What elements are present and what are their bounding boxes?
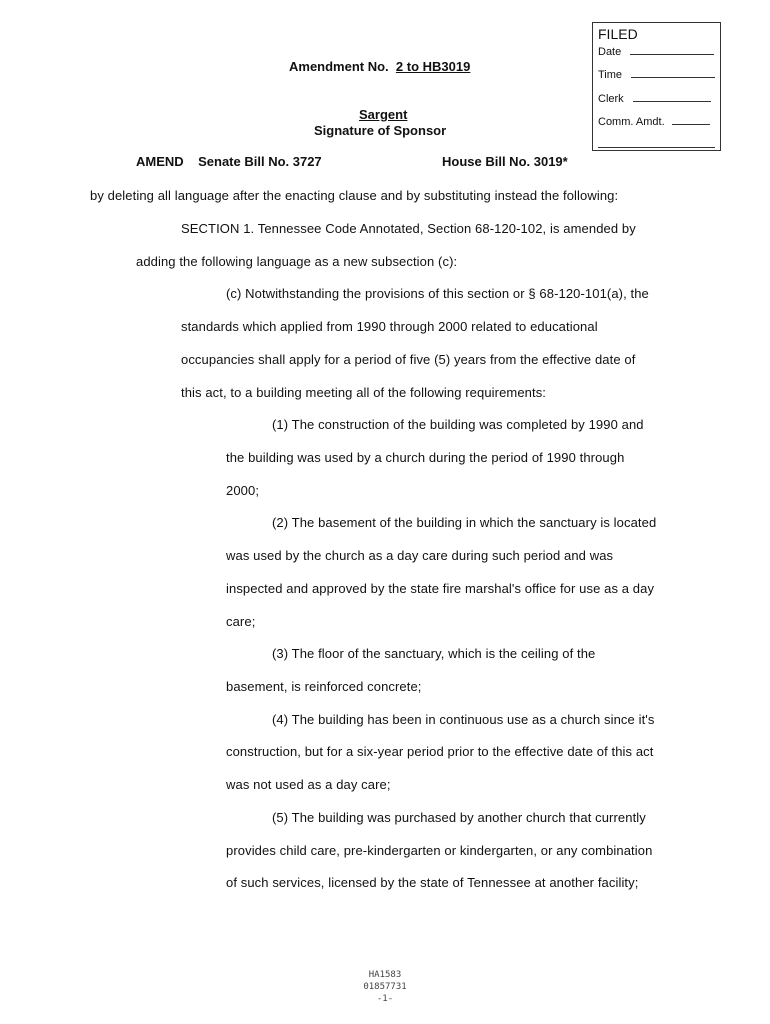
- house-bill-number: House Bill No. 3019*: [442, 154, 568, 169]
- filed-comm-blank: [672, 115, 710, 125]
- filed-time-label: Time: [598, 69, 623, 81]
- page-number: -1-: [376, 994, 394, 1004]
- filed-clerk-row: [598, 92, 711, 105]
- amendment-id: 2 to HB3019: [395, 59, 471, 74]
- body-line: adding the following language as a new subsection (c):: [136, 254, 458, 269]
- body-line: was not used as a day care;: [226, 777, 391, 792]
- body-line: (4) The building has been in continuous use as a church since it's: [272, 712, 655, 727]
- filed-time-row: [598, 68, 715, 81]
- body-line: (1) The construction of the building was completed by 1990 and: [272, 417, 644, 432]
- body-line: inspected and approved by the state fire marshal's office for use as a day: [226, 581, 655, 596]
- footer-code-1: HA1583: [368, 970, 402, 980]
- body-line: occupancies shall apply for a period of five (5) years from the effective date of: [181, 352, 636, 367]
- amendment-prefix: Amendment No.: [289, 59, 389, 74]
- filed-date-row: [598, 45, 714, 58]
- filed-clerk-label: Clerk: [598, 93, 624, 105]
- body-line: provides child care, pre-kindergarten or kindergarten, or any combination: [226, 843, 653, 858]
- body-line: (2) The basement of the building in which the sanctuary is located: [272, 515, 657, 530]
- filed-comm-label: Comm. Amdt.: [598, 116, 665, 128]
- body-line: basement, is reinforced concrete;: [226, 679, 422, 694]
- amendment-number: [289, 59, 470, 74]
- body-line: was used by the church as a day care during such period and was: [226, 548, 614, 563]
- body-line: SECTION 1. Tennessee Code Annotated, Section 68-120-102, is amended by: [181, 221, 636, 236]
- filed-time-blank: [631, 68, 715, 78]
- body-line: this act, to a building meeting all of the following requirements:: [181, 385, 547, 400]
- filed-comm-row: [598, 115, 710, 128]
- sponsor-name: Sargent: [359, 107, 408, 122]
- filed-stamp-box: [592, 22, 721, 151]
- sponsor-label: Signature of Sponsor: [314, 123, 447, 138]
- filed-title: FILED: [598, 26, 638, 42]
- filed-date-blank: [630, 45, 714, 55]
- body-line: care;: [226, 614, 256, 629]
- filed-signature-line: [598, 147, 715, 148]
- body-line: standards which applied from 1990 through 2000 related to educational: [181, 319, 598, 334]
- body-line: (c) Notwithstanding the provisions of this section or § 68-120-101(a), the: [226, 286, 649, 301]
- filed-clerk-blank: [633, 92, 711, 102]
- body-line: of such services, licensed by the state of Tennessee at another facility;: [226, 875, 639, 890]
- footer-code-2: 01857731: [363, 982, 407, 992]
- body-line: the building was used by a church during the period of 1990 through: [226, 450, 625, 465]
- filed-date-label: Date: [598, 46, 622, 58]
- body-line: by deleting all language after the enacting clause and by substituting instead the following:: [90, 188, 619, 203]
- body-line: (5) The building was purchased by another church that currently: [272, 810, 646, 825]
- body-line: construction, but for a six-year period prior to the effective date of this act: [226, 744, 654, 759]
- body-line: 2000;: [226, 483, 260, 498]
- body-line: (3) The floor of the sanctuary, which is the ceiling of the: [272, 646, 596, 661]
- senate-bill-number: AMEND Senate Bill No. 3727: [136, 154, 322, 169]
